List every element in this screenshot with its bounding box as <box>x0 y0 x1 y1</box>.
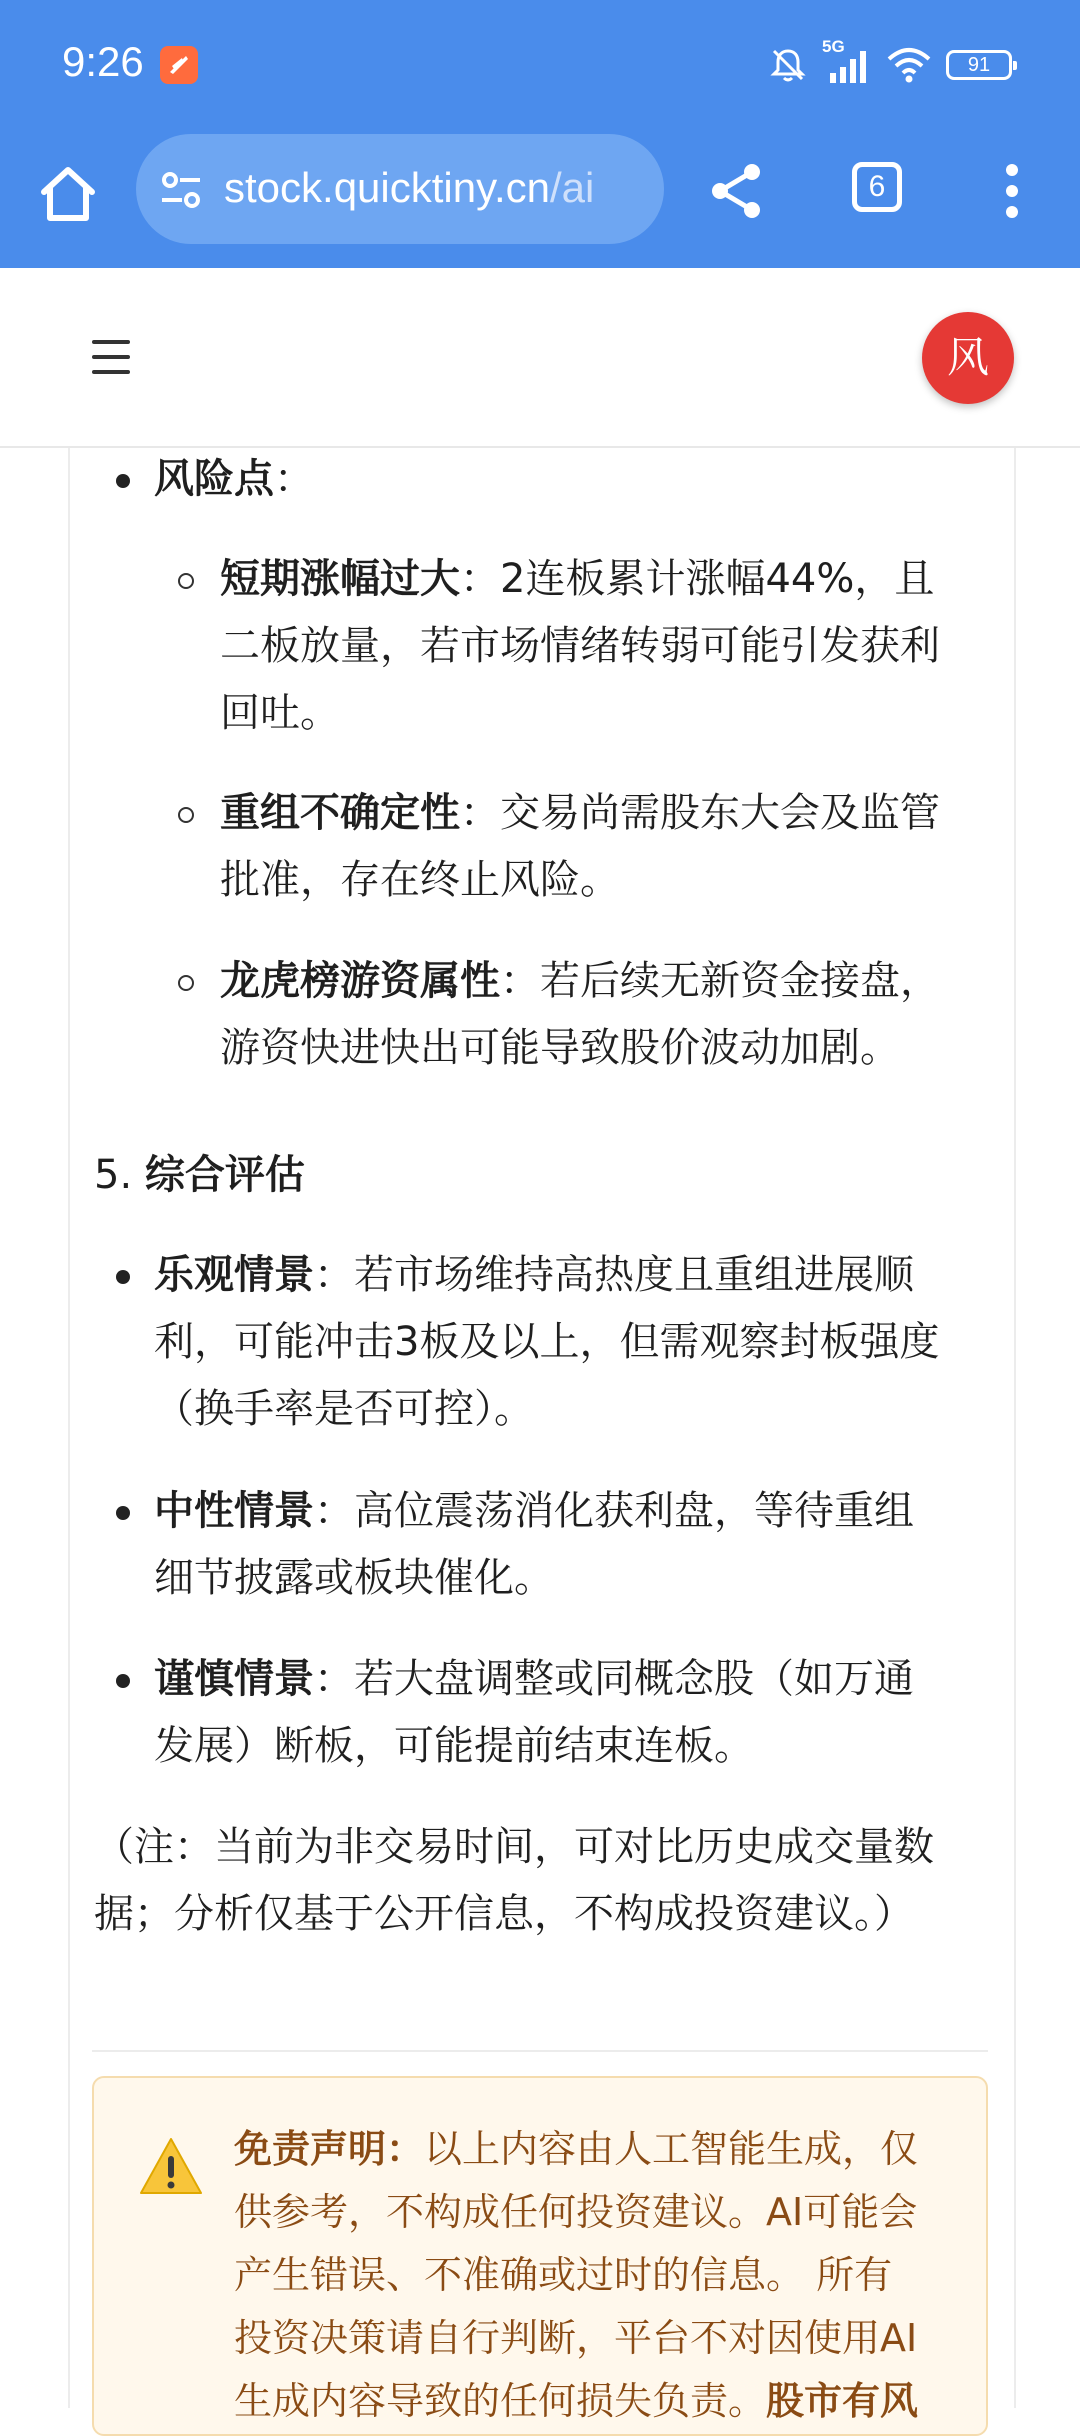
scenario-text: ：高位震荡消化获利盘，等待重组 <box>314 1488 914 1534</box>
sub-item-text: ：2连板累计涨幅44%，且 <box>460 556 935 602</box>
scenario-title: 中性情景 <box>154 1488 314 1534</box>
section-heading <box>94 1142 305 1209</box>
scenario-text: 发展）断板，可能提前结束连板。 <box>154 1723 754 1769</box>
bullet-dot <box>116 474 130 488</box>
section-number: 5. <box>94 1152 133 1198</box>
more-menu-icon[interactable] <box>990 158 1034 224</box>
disclaimer-line: 投资决策请自行判断，平台不对因使用AI <box>234 2316 918 2360</box>
article-content <box>0 448 1080 2423</box>
bullet-ring <box>178 573 194 589</box>
site-header <box>0 268 1080 448</box>
risk-heading: 风险点 <box>154 456 274 502</box>
battery-icon <box>946 50 1012 80</box>
status-icons <box>768 37 1012 90</box>
list-item <box>116 1646 996 1780</box>
sub-list-item <box>178 546 978 747</box>
disclaimer-line: 产生错误、不准确或过时的信息。 所有 <box>234 2253 893 2297</box>
app-notification-icon <box>160 46 198 84</box>
sub-item-text: 二板放量，若市场情绪转弱可能引发获利 <box>220 623 940 669</box>
disclaimer-tail: 股市有风 <box>766 2379 919 2423</box>
signal-icon <box>822 37 872 85</box>
scenario-text: ：若大盘调整或同概念股（如万通 <box>314 1656 914 1702</box>
sub-item-text: 批准，存在终止风险。 <box>220 857 620 903</box>
scenario-text: （换手率是否可控）。 <box>154 1386 534 1432</box>
sub-item-text: ：交易尚需股东大会及监管 <box>460 790 940 836</box>
status-bar <box>0 0 1080 130</box>
sub-item-title: 重组不确定性 <box>220 790 460 836</box>
scenario-text: ：若市场维持高热度且重组进展顺 <box>314 1252 914 1298</box>
scenario-text: 利，可能冲击3板及以上，但需观察封板强度 <box>154 1319 940 1365</box>
avatar-text: 风 <box>946 333 989 382</box>
tab-switcher-button[interactable] <box>852 162 902 212</box>
warning-icon <box>138 2136 204 2196</box>
address-bar[interactable] <box>136 134 664 244</box>
sub-item-title: 短期涨幅过大 <box>220 556 460 602</box>
sub-item-text: ：若后续无新资金接盘， <box>500 958 940 1004</box>
note-line: （注：当前为非交易时间，可对比历史成交量数 <box>94 1824 934 1870</box>
disclaimer-line: 生成内容导致的任何损失负责。 <box>234 2379 767 2423</box>
note-line: 据；分析仅基于公开信息，不构成投资建议。） <box>94 1891 914 1937</box>
hamburger-menu-icon[interactable] <box>92 340 130 374</box>
note-paragraph <box>94 1814 994 1948</box>
list-item-risk <box>116 446 314 513</box>
bullet-dot <box>116 1506 130 1520</box>
browser-chrome <box>0 0 1080 268</box>
scenario-title: 谨慎情景 <box>154 1656 314 1702</box>
home-icon[interactable] <box>34 160 102 228</box>
sub-list-item <box>178 948 978 1082</box>
browser-toolbar <box>0 130 1080 268</box>
mute-bell-icon <box>768 45 808 85</box>
user-avatar[interactable] <box>922 312 1014 404</box>
bullet-ring <box>178 807 194 823</box>
disclaimer-title: 免责声明： <box>234 2127 425 2171</box>
bullet-ring <box>178 975 194 991</box>
disclaimer-box <box>92 2076 988 2436</box>
sub-list-item <box>178 780 978 914</box>
bullet-dot <box>116 1674 130 1688</box>
sub-item-text: 回吐。 <box>220 690 340 736</box>
disclaimer-line: 以上内容由人工智能生成，仅 <box>424 2127 919 2171</box>
scenario-text: 细节披露或板块催化。 <box>154 1555 554 1601</box>
site-settings-icon[interactable] <box>158 167 204 213</box>
disclaimer-text <box>234 2118 954 2433</box>
scenario-title: 乐观情景 <box>154 1252 314 1298</box>
section-title: 综合评估 <box>144 1152 305 1198</box>
sub-item-title: 龙虎榜游资属性 <box>220 958 500 1004</box>
url-path: /ai <box>550 164 595 211</box>
battery-level: 91 <box>967 54 991 76</box>
wifi-icon <box>886 45 932 85</box>
tab-count: 6 <box>868 170 886 203</box>
status-time: 9:26 <box>62 38 144 85</box>
bullet-dot <box>116 1270 130 1284</box>
url-host: stock.quicktiny.cn <box>224 164 551 211</box>
disclaimer-line: 供参考，不构成任何投资建议。AI可能会 <box>234 2190 918 2234</box>
network-type: 5G <box>822 37 845 56</box>
risk-heading-colon: ： <box>274 456 314 502</box>
share-icon[interactable] <box>704 158 770 224</box>
url-text[interactable] <box>224 164 648 212</box>
sub-item-text: 游资快进快出可能导致股价波动加剧。 <box>220 1025 900 1071</box>
divider <box>92 2050 988 2052</box>
list-item <box>116 1478 996 1612</box>
list-item <box>116 1242 996 1443</box>
